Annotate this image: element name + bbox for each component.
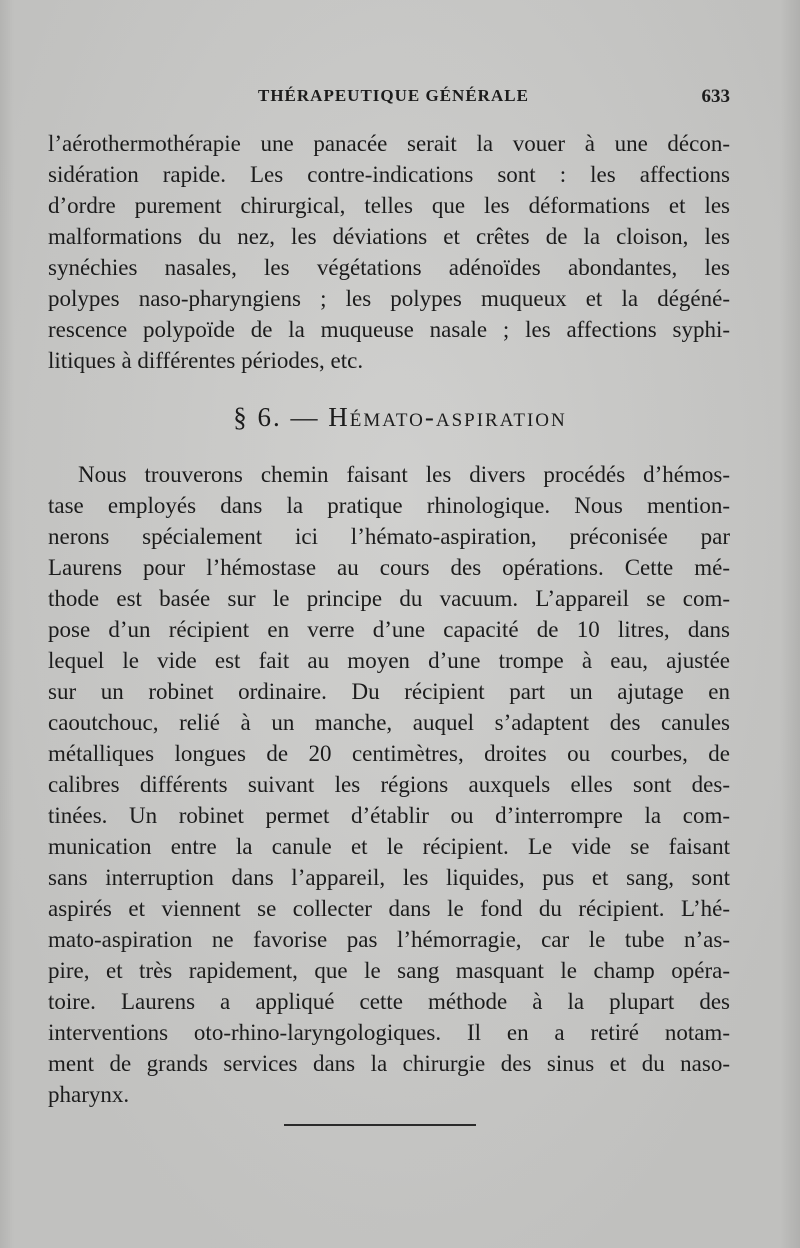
paragraph-hemato-aspiration xyxy=(48,459,730,1110)
text-line: litiques à différentes périodes, etc. xyxy=(48,348,364,373)
text-line: malformations du nez, les déviations et crêtes de la cloison, les xyxy=(48,224,730,249)
paragraph-contraindications xyxy=(48,128,730,376)
text-line: sans interruption dans l’appareil, les liquides, pus et sang, sont xyxy=(48,865,730,890)
text-line: thode est basée sur le principe du vacuum. L’appareil se com- xyxy=(48,586,730,611)
text-line: sidération rapide. Les contre-indications sont : les affections xyxy=(48,162,730,187)
text-line: synéchies nasales, les végétations adénoïdes abondantes, les xyxy=(48,255,730,280)
text-line: pose d’un récipient en verre d’une capacité de 10 litres, dans xyxy=(48,617,730,642)
text-line: tase employés dans la pratique rhinologique. Nous mention- xyxy=(48,493,730,518)
text-line: caoutchouc, relié à un manche, auquel s’adaptent des canules xyxy=(48,710,730,735)
text-line: nerons spécialement ici l’hémato-aspiration, préconisée par xyxy=(48,524,730,549)
text-line: rescence polypoïde de la muqueuse nasale ; les affections syphi- xyxy=(48,317,730,342)
footer-rule xyxy=(284,1124,476,1126)
text-line: munication entre la canule et le récipient. Le vide se faisant xyxy=(48,834,730,859)
text-line: métalliques longues de 20 centimètres, droites ou courbes, de xyxy=(48,741,730,766)
text-line: pharynx. xyxy=(48,1082,130,1107)
text-line: pire, et très rapidement, que le sang masquant le champ opéra- xyxy=(48,958,730,983)
text-line: tinées. Un robinet permet d’établir ou d’interrompre la com- xyxy=(48,803,730,828)
text-line: ment de grands services dans la chirurgie des sinus et du naso- xyxy=(48,1051,730,1076)
page-number: 633 xyxy=(701,86,730,107)
text-line: interventions oto-rhino-laryngologiques. Il en a retiré notam- xyxy=(48,1020,730,1045)
text-line: d’ordre purement chirurgical, telles que les déformations et les xyxy=(48,193,730,218)
text-line: aspirés et viennent se collecter dans le fond du récipient. L’hé- xyxy=(48,896,730,921)
text-line: sur un robinet ordinaire. Du récipient part un ajutage en xyxy=(48,679,730,704)
running-title: THÉRAPEUTIQUE GÉNÉRALE xyxy=(258,86,529,105)
text-line: Nous trouverons chemin faisant les divers procédés d’hémos- xyxy=(78,462,730,487)
section-title: Hémato-aspiration xyxy=(328,402,567,432)
text-line: toire. Laurens a appliqué cette méthode à la plupart des xyxy=(48,989,730,1014)
page-header xyxy=(48,86,730,116)
section-heading xyxy=(0,402,800,433)
text-line: l’aérothermothérapie une panacée serait la vouer à une décon- xyxy=(48,131,730,156)
text-line: mato-aspiration ne favorise pas l’hémorragie, car le tube n’as- xyxy=(48,927,730,952)
text-line: lequel le vide est fait au moyen d’une trompe à eau, ajustée xyxy=(48,648,730,673)
text-line: Laurens pour l’hémostase au cours des opérations. Cette mé- xyxy=(48,555,730,580)
text-line: polypes naso-pharyngiens ; les polypes muqueux et la dégéné- xyxy=(48,286,730,311)
text-line: calibres différents suivant les régions auxquels elles sont des- xyxy=(48,772,730,797)
section-number: § 6. — xyxy=(233,402,329,432)
